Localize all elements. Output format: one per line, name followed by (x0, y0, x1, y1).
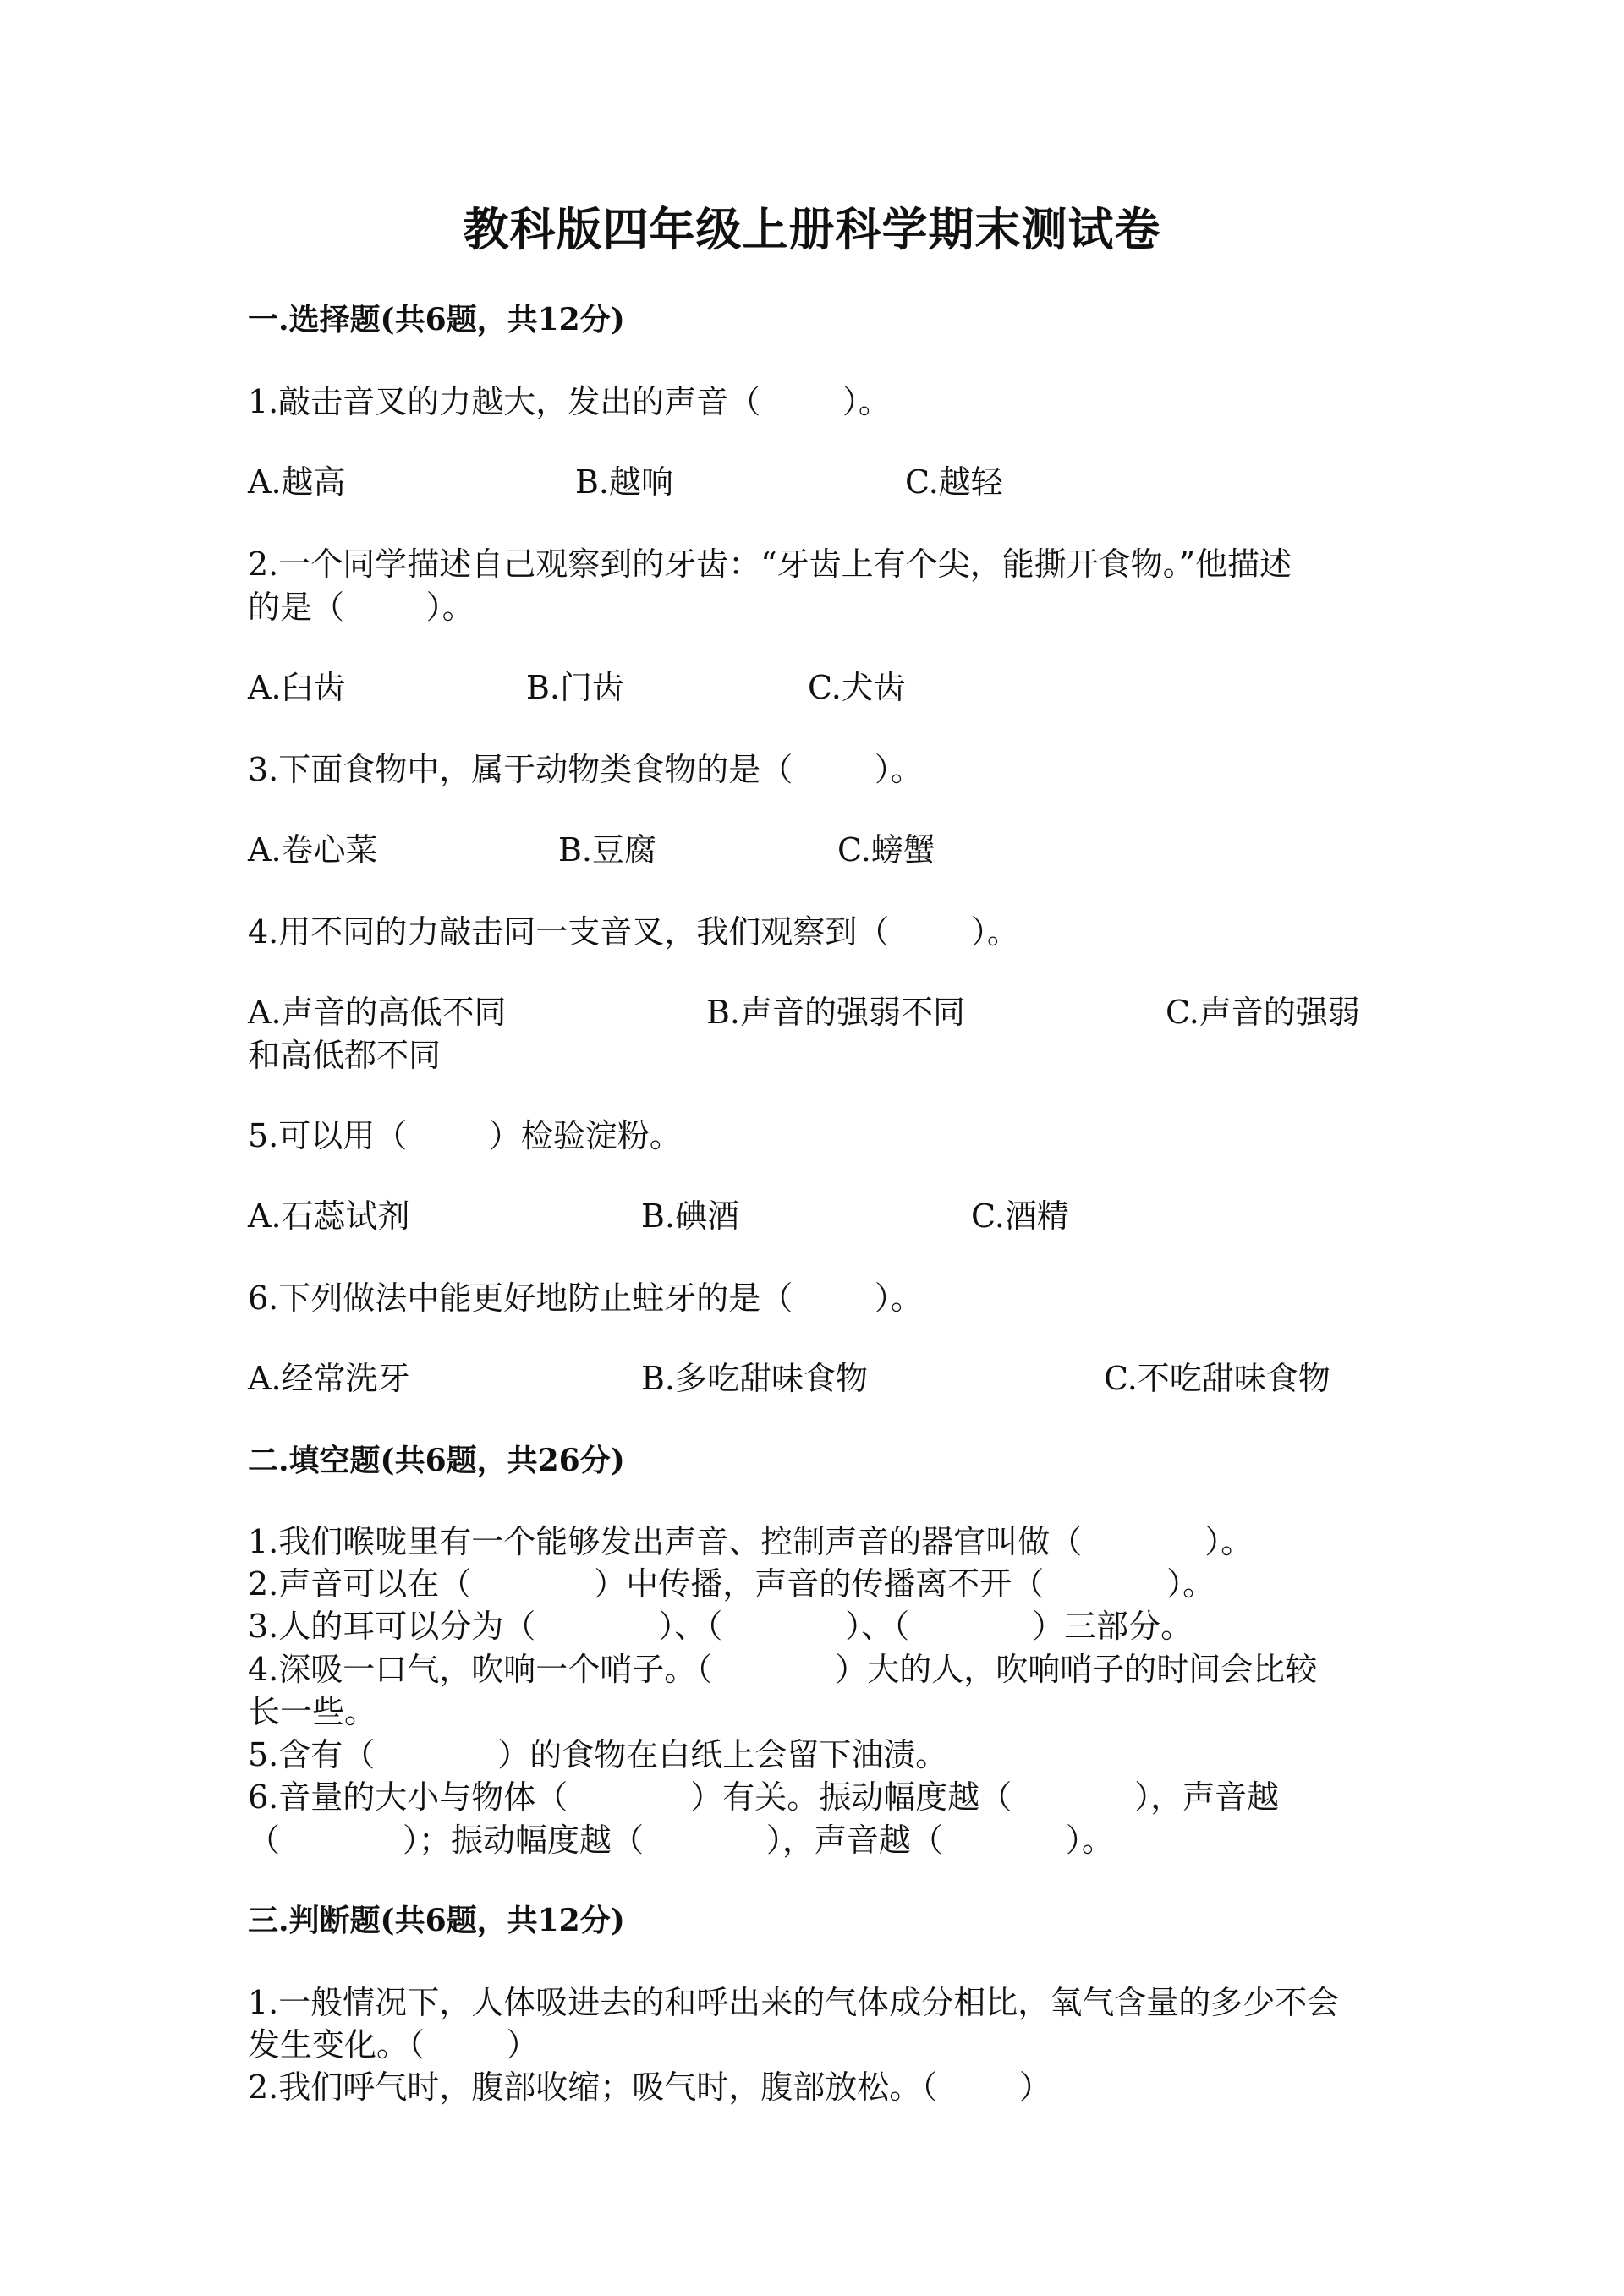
judge-line: 2.我们呼气时，腹部收缩；吸气时，腹部放松。（ ） (248, 2069, 1051, 2106)
option-b: B.多吃甜味食物 (641, 1360, 869, 1397)
option-a: A.卷心菜 (248, 831, 378, 869)
fill-line: 5.含有（ ）的食物在白纸上会留下油渍。 (248, 1736, 948, 1773)
page-title: 教科版四年级上册科学期末测试卷 (463, 202, 1161, 256)
question-stem: 3.下面食物中，属于动物类食物的是（ ）。 (248, 751, 923, 788)
question-stem-continued: 的是（ ）。 (248, 589, 475, 626)
fill-line: 3.人的耳可以分为（ ）、（ ）、（ ）三部分。 (248, 1608, 1193, 1645)
question-stem: 5.可以用（ ）检验淀粉。 (248, 1117, 682, 1154)
option-b: B.声音的强弱不同 (706, 994, 966, 1031)
option-c: C.不吃甜味食物 (1104, 1360, 1330, 1397)
fill-line: 4.深吸一口气，吹响一个哨子。（ ）大的人，吹响哨子的时间会比较 (248, 1651, 1318, 1688)
question-stem: 4.用不同的力敲击同一支音叉，我们观察到（ ）。 (248, 913, 1019, 951)
option-c: C.声音的强弱 (1166, 994, 1360, 1031)
fill-line: 长一些。 (248, 1693, 377, 1730)
fill-line: （ ）；振动幅度越（ ），声音越（ ）。 (248, 1822, 1114, 1859)
section-heading-judge: 三.判断题(共6题，共12分) (248, 1903, 625, 1938)
fill-line: 1.我们喉咙里有一个能够发出声音、控制声音的器官叫做（ ）。 (248, 1523, 1254, 1560)
section-heading-choice: 一.选择题(共6题，共12分) (248, 302, 625, 337)
option-b: B.越响 (575, 463, 674, 501)
question-stem: 6.下列做法中能更好地防止蛀牙的是（ ）。 (248, 1280, 923, 1317)
option-c: C.犬齿 (808, 669, 906, 706)
judge-line: 1.一般情况下，人体吸进去的和呼出来的气体成分相比，氧气含量的多少不会 (248, 1984, 1340, 2021)
judge-line: 发生变化。（ ） (248, 2026, 539, 2063)
option-a: A.经常洗牙 (248, 1360, 410, 1397)
question-stem: 1.敲击音叉的力越大，发出的声音（ ）。 (248, 383, 891, 420)
fill-line: 2.声音可以在（ ）中传播，声音的传播离不开（ ）。 (248, 1565, 1215, 1603)
option-c: C.螃蟹 (837, 831, 935, 869)
option-a: A.声音的高低不同 (248, 994, 507, 1031)
option-b: B.豆腐 (558, 831, 657, 869)
option-a: A.石蕊试剂 (248, 1197, 410, 1235)
section-heading-fill: 二.填空题(共6题，共26分) (248, 1443, 625, 1478)
option-b: B.门齿 (526, 669, 625, 706)
option-c: C.越轻 (905, 463, 1003, 501)
option-c: C.酒精 (971, 1197, 1069, 1235)
option-b: B.碘酒 (641, 1197, 740, 1235)
option-a: A.越高 (248, 463, 346, 501)
question-stem: 2.一个同学描述自己观察到的牙齿：“牙齿上有个尖，能撕开食物。”他描述 (248, 545, 1292, 583)
option-c-continued: 和高低都不同 (248, 1037, 442, 1074)
option-a: A.臼齿 (248, 669, 346, 706)
fill-line: 6.音量的大小与物体（ ）有关。振动幅度越（ ），声音越 (248, 1778, 1280, 1816)
